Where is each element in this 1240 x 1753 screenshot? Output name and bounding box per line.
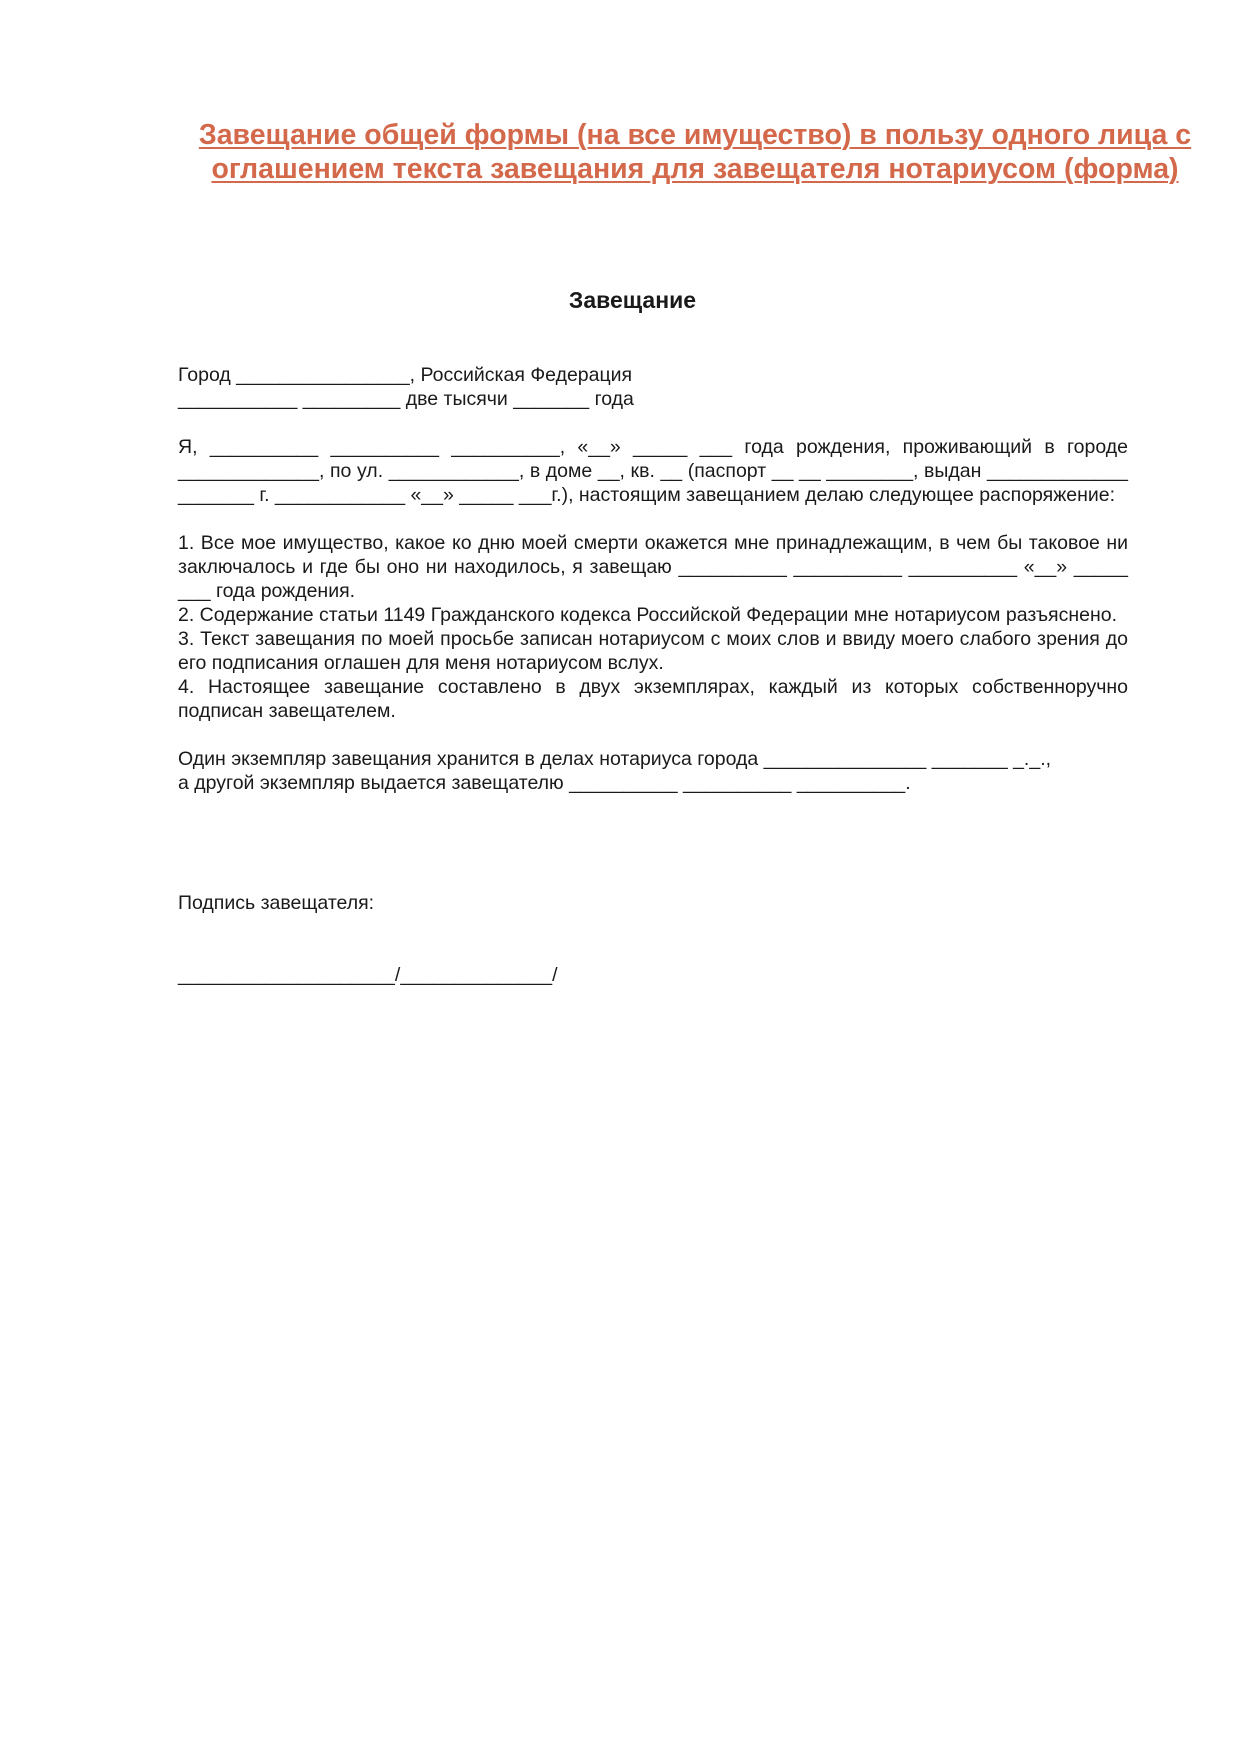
signature-line: ____________________/______________/ [178, 964, 558, 986]
spacer [178, 723, 1128, 747]
copies-line-1: Один экземпляр завещания хранится в делах нотариуса города _______________ _______ _._., [178, 748, 1052, 770]
signature-label: Подпись завещателя: [178, 892, 375, 914]
spacer [178, 411, 1128, 435]
date-line: ___________ _________ две тысячи _______ года [178, 388, 634, 410]
clause-3: 3. Текст завещания по моей просьбе записан нотариусом с моих слов и ввиду моего слабого зрения до его подписания оглашен для меня нотариусом вслух. [178, 628, 1128, 674]
clause-1: 1. Все мое имущество, какое ко дню моей смерти окажется мне принадлежащим, в чем бы таковое ни заключалось и где бы оно ни находилось, я завещаю __________ __________ __________ «__» _____ ___ года рождения. [178, 532, 1128, 602]
document-title: Завещание [568, 287, 697, 313]
testator-intro-paragraph: Я, __________ __________ __________, «__» _____ ___ года рождения, проживающий в городе _____________, по ул. ____________, в доме __, кв. __ (паспорт __ __ ________, выдан _____________ _______ г. ____________ «__» _____ ___г.), настоящим завещанием делаю следующее распоряжение: [178, 436, 1128, 506]
clause-2: 2. Содержание статьи 1149 Гражданского кодекса Российской Федерации мне нотариусом разъяснено. [178, 604, 1117, 626]
clause-4: 4. Настоящее завещание составлено в двух экземплярах, каждый из которых собственноручно подписан завещателем. [178, 676, 1128, 722]
form-title-link[interactable]: Завещание общей формы (на все имущество) в пользу одного лица с оглашением текста завещания для завещателя нотариусом (форма) [198, 119, 1192, 185]
document-body [178, 363, 1128, 987]
spacer [178, 795, 1128, 891]
copies-line-2: а другой экземпляр выдается завещателю __________ __________ __________. [178, 772, 911, 794]
place-line: Город ________________, Российская Федерация [178, 364, 633, 386]
spacer [178, 507, 1128, 531]
spacer [178, 915, 1128, 963]
